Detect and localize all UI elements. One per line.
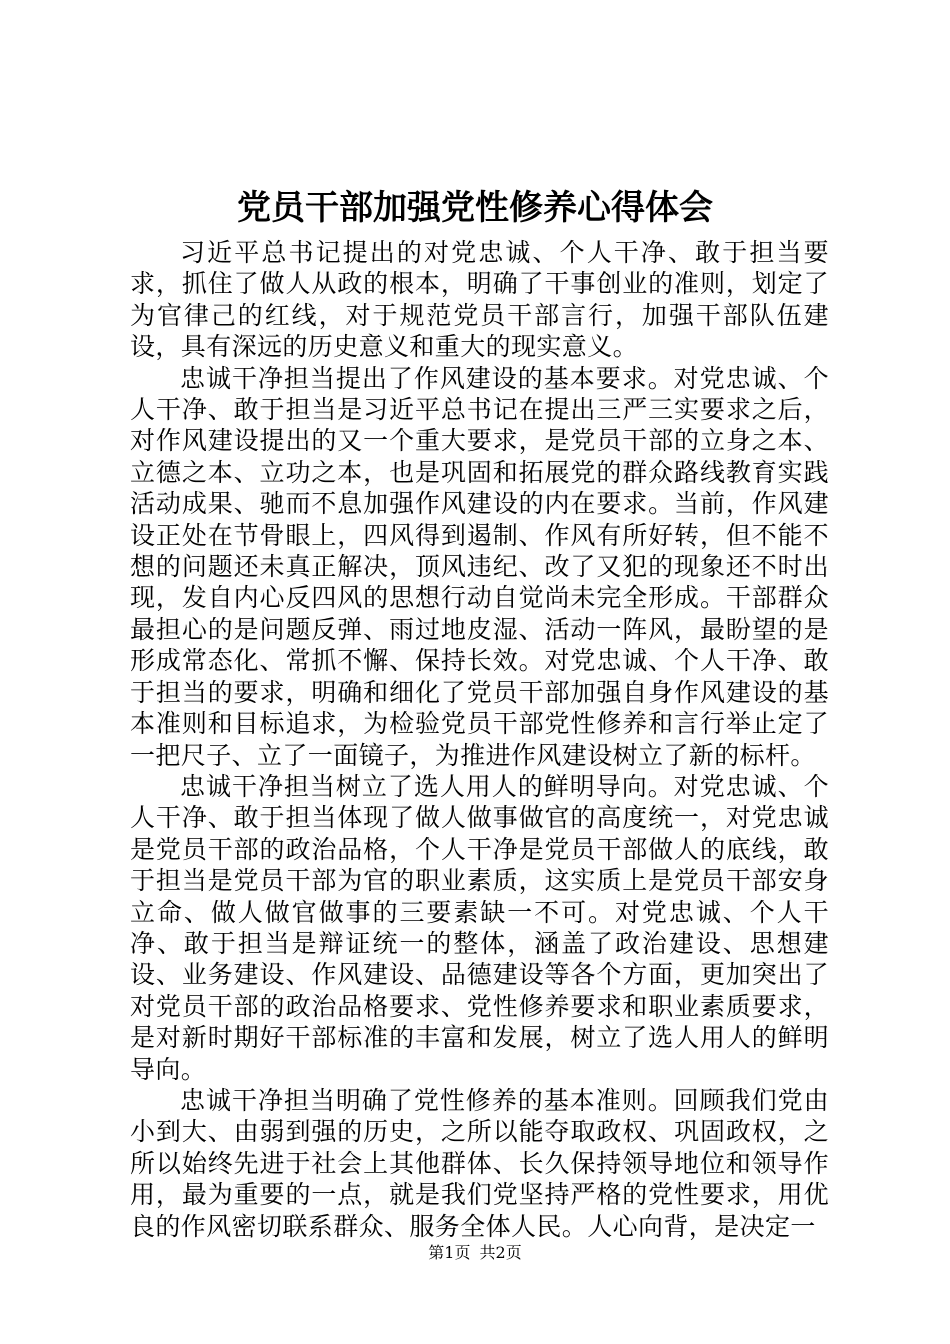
page-total: 共2页	[479, 1243, 522, 1262]
paragraph-1: 习近平总书记提出的对党忠诚、个人干净、敢于担当要求，抓住了做人从政的根本，明确了干事创业的准则，划定了为官律己的红线，对于规范党员干部言行，加强干部队伍建设，具有深远的历史意义和重大的现实意义。	[130, 238, 829, 362]
paragraph-4: 忠诚干净担当明确了党性修养的基本准则。回顾我们党由小到大、由弱到强的历史，之所以能夺取政权、巩固政权，之所以始终先进于社会上其他群体、长久保持领导地位和领导作用，最为重要的一点，就是我们党坚持严格的党性要求，用优良的作风密切联系群众、服务全体人民。人心向背，是决定一	[130, 1085, 829, 1241]
paragraph-2: 忠诚干净担当提出了作风建设的基本要求。对党忠诚、个人干净、敢于担当是习近平总书记在提出三严三实要求之后，对作风建设提出的又一个重大要求，是党员干部的立身之本、立德之本、立功之本，也是巩固和拓展党的群众路线教育实践活动成果、驰而不息加强作风建设的内在要求。当前，作风建设正处在节骨眼上，四风得到遏制、作风有所好转，但不能不想的问题还未真正解决，顶风违纪、改了又犯的现象还不时出现，发自内心反四风的思想行动自觉尚未完全形成。干部群众最担心的是问题反弹、雨过地皮湿、活动一阵风，最盼望的是形成常态化、常抓不懈、保持长效。对党忠诚、个人干净、敢于担当的要求，明确和细化了党员干部加强自身作风建设的基本准则和目标追求，为检验党员干部党性修养和言行举止定了一把尺子、立了一面镜子，为推进作风建设树立了新的标杆。	[130, 363, 829, 770]
document-title: 党员干部加强党性修养心得体会	[237, 188, 713, 228]
page-footer	[0, 1243, 950, 1263]
paragraph-3: 忠诚干净担当树立了选人用人的鲜明导向。对党忠诚、个人干净、敢于担当体现了做人做事做官的高度统一，对党忠诚是党员干部的政治品格，个人干净是党员干部做人的底线，敢于担当是党员干部为官的职业素质，这实质上是党员干部安身立命、做人做官做事的三要素缺一不可。对党忠诚、个人干净、敢于担当是辩证统一的整体，涵盖了政治建设、思想建设、业务建设、作风建设、品德建设等各个方面，更加突出了对党员干部的政治品格要求、党性修养要求和职业素质要求，是对新时期好干部标准的丰富和发展，树立了选人用人的鲜明导向。	[130, 771, 829, 1084]
document-body	[130, 237, 829, 1242]
page-number: 第1页	[428, 1243, 471, 1262]
